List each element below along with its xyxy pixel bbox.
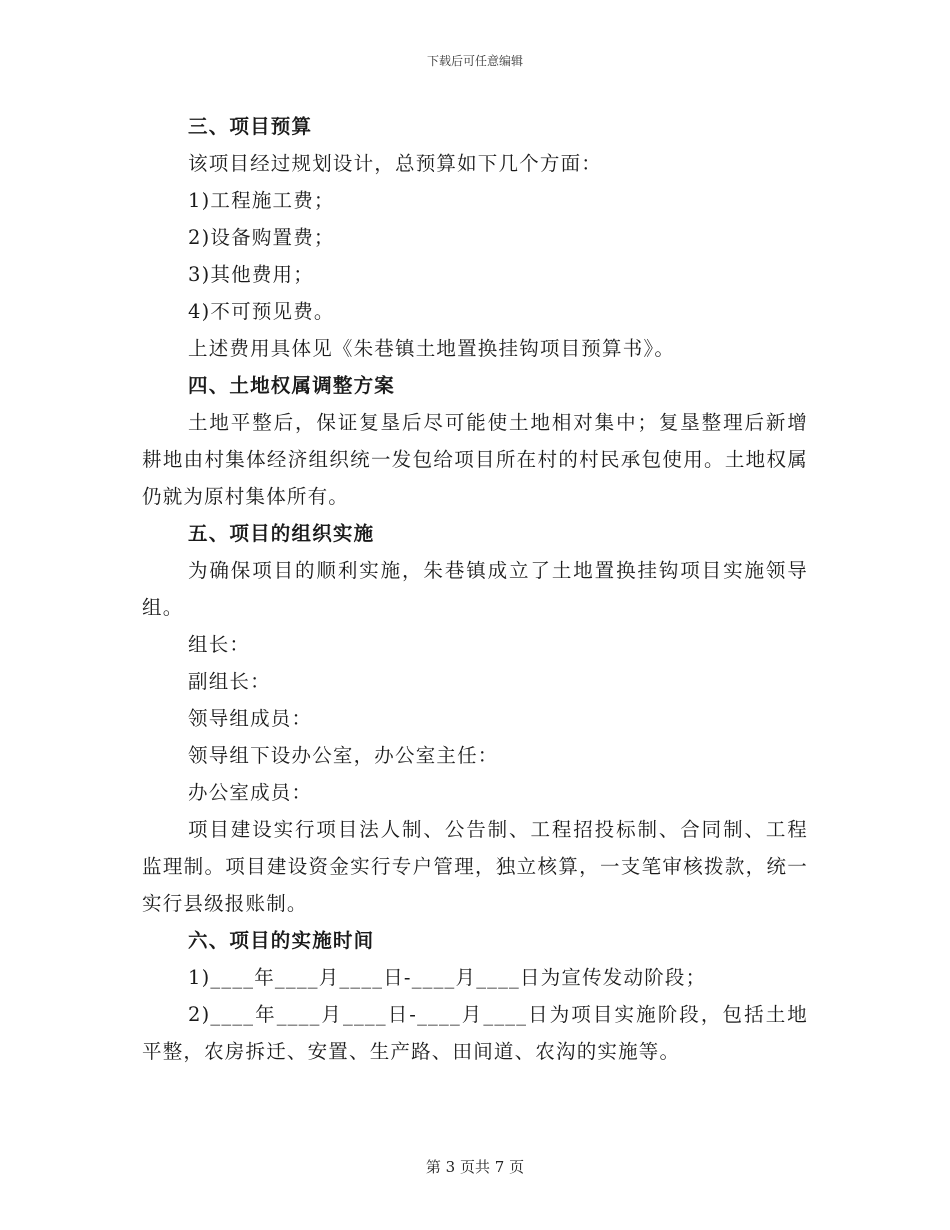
list-item: 4)不可预见费。 — [188, 300, 335, 323]
paragraph: 领导组下设办公室，办公室主任： — [188, 744, 499, 767]
paragraph: 该项目经过规划设计，总预算如下几个方面： — [188, 152, 603, 175]
list-item: 1)____年____月____日-____月____日为宣传发动阶段； — [188, 966, 707, 989]
paragraph: 上述费用具体见《朱巷镇土地置换挂钩项目预算书》。 — [188, 337, 676, 360]
list-item: 2)____年____月____日-____月____日为项目实施阶段，包括土地平整，农房拆迁、安置、生产路、田间道、农沟的实施等。 — [142, 1003, 808, 1063]
paragraph: 副组长： — [188, 670, 271, 693]
page-number: 第 3 页共 7 页 — [425, 1158, 525, 1176]
paragraph: 领导组成员： — [188, 707, 313, 730]
paragraph: 办公室成员： — [188, 781, 313, 804]
paragraph: 项目建设实行项目法人制、公告制、工程招投标制、合同制、工程监理制。项目建设资金实行专户管理，独立核算，一支笔审核拨款，统一实行县级报账制。 — [142, 818, 808, 915]
paragraph: 土地平整后，保证复垦后尽可能使土地相对集中；复垦整理后新增耕地由村集体经济组织统一发包给项目所在村的村民承包使用。土地权属仍就为原村集体所有。 — [142, 411, 808, 508]
paragraph: 组长： — [188, 633, 251, 656]
list-item: 2)设备购置费； — [188, 226, 335, 249]
document-body — [142, 108, 808, 1070]
header-note: 下载后可任意编辑 — [426, 54, 523, 68]
list-item: 3)其他费用； — [188, 263, 314, 286]
list-item: 1)工程施工费； — [188, 189, 335, 212]
paragraph: 为确保项目的顺利实施，朱巷镇成立了土地置换挂钩项目实施领导组。 — [142, 559, 808, 619]
section-heading-land-rights: 四、土地权属调整方案 — [188, 374, 396, 397]
section-heading-schedule: 六、项目的实施时间 — [188, 929, 375, 952]
section-heading-organization: 五、项目的组织实施 — [188, 522, 375, 545]
section-heading-budget: 三、项目预算 — [188, 115, 313, 138]
